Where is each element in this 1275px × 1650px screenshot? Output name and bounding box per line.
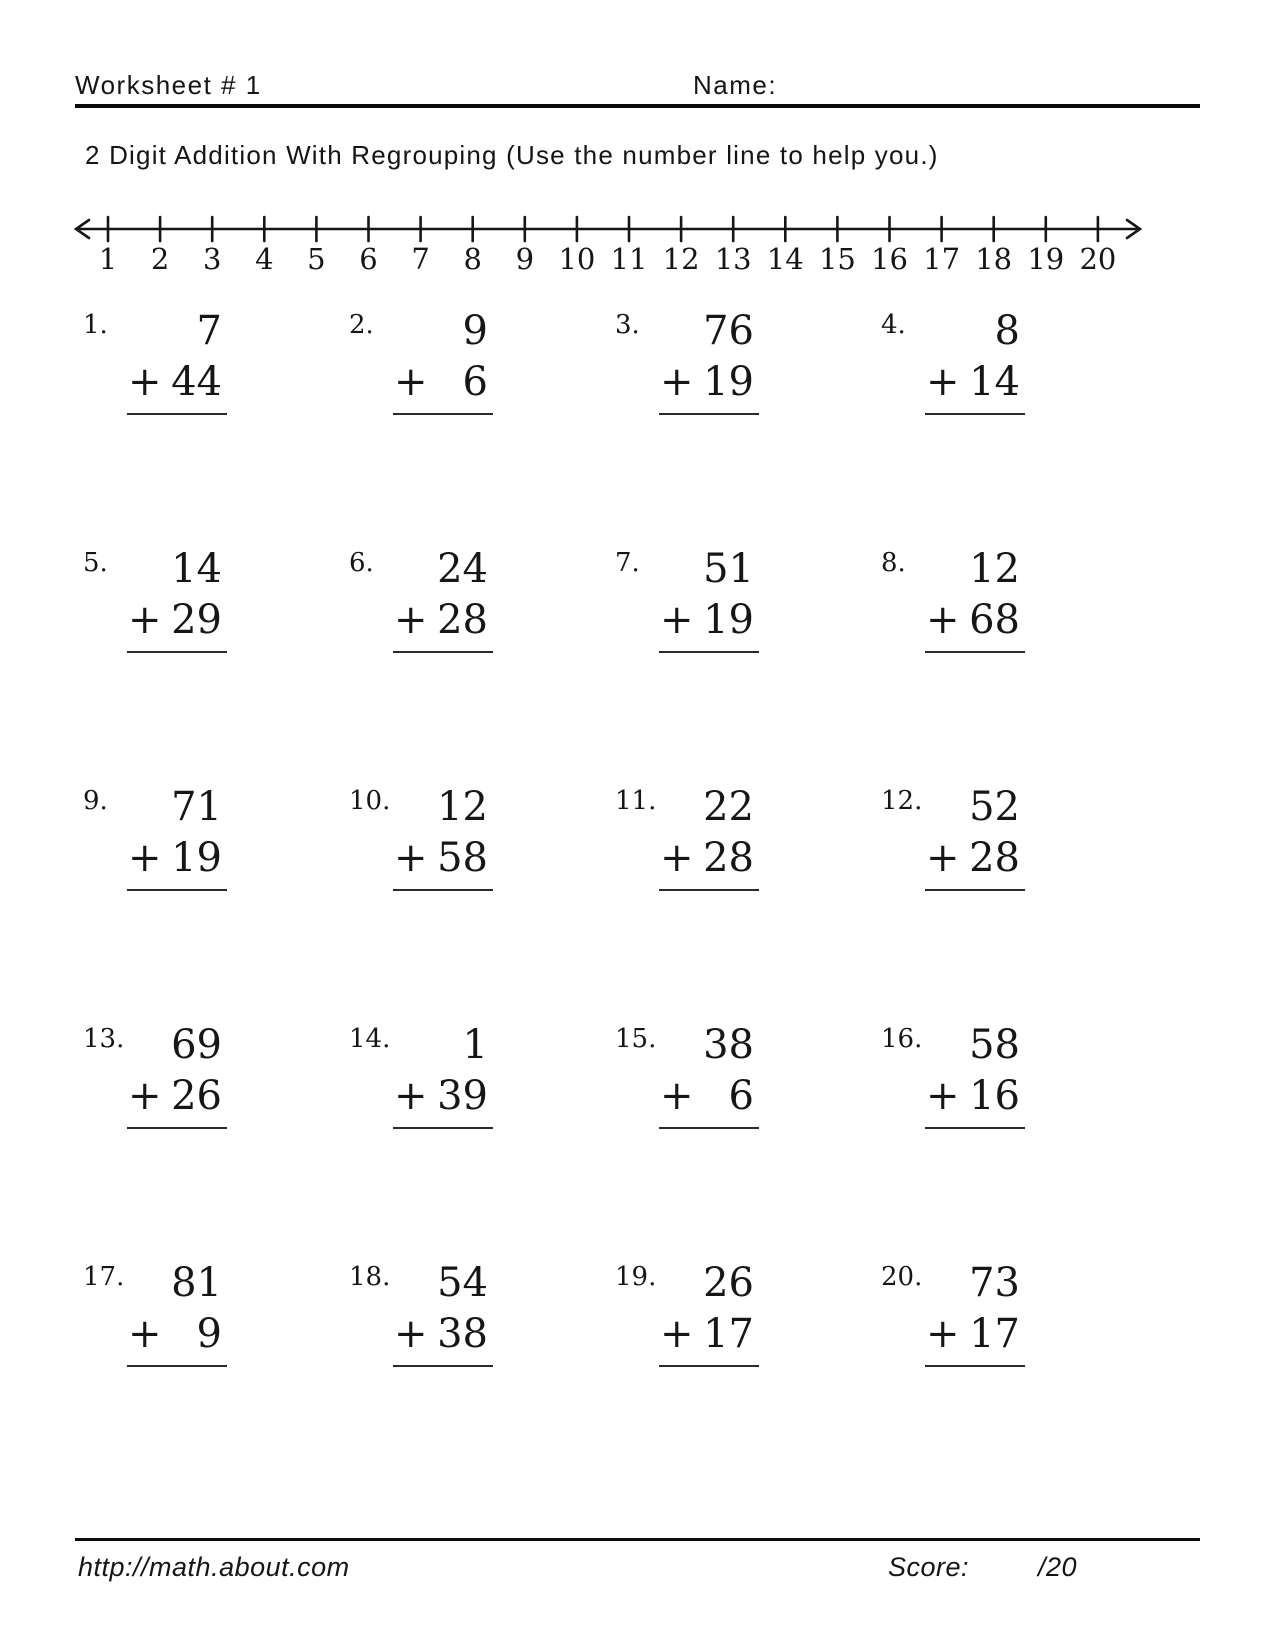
answer-line[interactable] xyxy=(659,1365,759,1393)
addend-top: 51 xyxy=(703,546,754,592)
problem-number: 8. xyxy=(881,548,906,578)
problem xyxy=(341,1250,607,1488)
number-line-tick-label: 5 xyxy=(307,242,326,276)
addend-bottom: 28 xyxy=(969,835,1020,881)
addend-bottom: 6 xyxy=(728,1073,754,1119)
problem-number: 3. xyxy=(615,310,640,340)
addend-bottom: 28 xyxy=(703,835,754,881)
addend-bottom: 29 xyxy=(171,597,222,643)
number-line-tick-label: 11 xyxy=(610,242,648,276)
plus-sign: + xyxy=(660,835,694,881)
addend-bottom: 58 xyxy=(437,835,488,881)
answer-line[interactable] xyxy=(127,413,227,441)
source-url: http://math.about.com xyxy=(78,1552,350,1582)
plus-sign: + xyxy=(660,597,694,643)
addition-stack xyxy=(659,306,759,441)
plus-sign: + xyxy=(926,1311,960,1357)
answer-line[interactable] xyxy=(925,1127,1025,1155)
addend-bottom: 26 xyxy=(171,1073,222,1119)
number-line-tick-label: 19 xyxy=(1027,242,1065,276)
addend-bottom: 39 xyxy=(437,1073,488,1119)
problem-number: 18. xyxy=(349,1262,391,1292)
addend-bottom: 9 xyxy=(196,1311,222,1357)
addend-top: 9 xyxy=(462,308,488,354)
addend-top: 8 xyxy=(994,308,1020,354)
problem xyxy=(75,298,341,536)
problem-number: 5. xyxy=(83,548,108,578)
addend-top: 69 xyxy=(171,1022,222,1068)
number-line-tick-label: 13 xyxy=(714,242,752,276)
addition-stack xyxy=(659,1258,759,1393)
page-title: 2 Digit Addition With Regrouping (Use the number line to help you.) xyxy=(85,140,939,170)
header-rule xyxy=(75,104,1200,108)
addend-top: 52 xyxy=(969,784,1020,830)
addend-top: 22 xyxy=(703,784,754,830)
problem xyxy=(341,1012,607,1250)
problem-number: 7. xyxy=(615,548,640,578)
worksheet-number-label: Worksheet # 1 xyxy=(75,70,262,100)
plus-sign: + xyxy=(128,1311,162,1357)
answer-line[interactable] xyxy=(127,1127,227,1155)
problem xyxy=(75,1012,341,1250)
problem xyxy=(75,536,341,774)
number-line-tick-label: 18 xyxy=(975,242,1013,276)
addend-bottom: 16 xyxy=(969,1073,1020,1119)
problem xyxy=(341,298,607,536)
addition-stack xyxy=(659,782,759,917)
problem-number: 19. xyxy=(615,1262,657,1292)
problem xyxy=(873,1250,1139,1488)
number-line-section xyxy=(73,205,1143,282)
problem xyxy=(873,298,1139,536)
answer-line[interactable] xyxy=(127,1365,227,1393)
addend-top: 54 xyxy=(437,1260,488,1306)
addend-top: 14 xyxy=(171,546,222,592)
answer-line[interactable] xyxy=(925,413,1025,441)
addend-top: 12 xyxy=(437,784,488,830)
number-line-tick-label: 17 xyxy=(923,242,961,276)
addition-stack xyxy=(925,1020,1025,1155)
name-blank-field[interactable] xyxy=(785,70,1200,102)
plus-sign: + xyxy=(394,1073,428,1119)
problem-number: 20. xyxy=(881,1262,923,1292)
answer-line[interactable] xyxy=(659,889,759,917)
problem xyxy=(607,1250,873,1488)
problem-number: 15. xyxy=(615,1024,657,1054)
problem xyxy=(341,536,607,774)
addend-bottom: 19 xyxy=(171,835,222,881)
addition-stack xyxy=(925,1258,1025,1393)
problem xyxy=(607,298,873,536)
number-line-tick-label: 4 xyxy=(255,242,274,276)
number-line-tick-label: 2 xyxy=(150,242,170,276)
problem-number: 17. xyxy=(83,1262,125,1292)
problems-grid xyxy=(75,298,1141,1488)
number-line-tick-label: 15 xyxy=(818,242,856,276)
problem xyxy=(607,1012,873,1250)
answer-line[interactable] xyxy=(127,889,227,917)
plus-sign: + xyxy=(128,1073,162,1119)
number-line-tick-label: 8 xyxy=(463,242,482,276)
answer-line[interactable] xyxy=(925,1365,1025,1393)
number-line-tick-label: 12 xyxy=(662,242,700,276)
problem-number: 9. xyxy=(83,786,108,816)
plus-sign: + xyxy=(926,359,960,405)
footer-rule xyxy=(75,1538,1200,1541)
number-line-tick-label: 9 xyxy=(515,242,535,276)
number-line-tick-label: 6 xyxy=(359,242,378,276)
number-line-tick-label: 1 xyxy=(98,242,118,276)
addend-bottom: 17 xyxy=(969,1311,1020,1357)
addend-top: 73 xyxy=(969,1260,1020,1306)
plus-sign: + xyxy=(394,1311,428,1357)
addend-bottom: 14 xyxy=(969,359,1020,405)
problem xyxy=(873,1012,1139,1250)
addend-bottom: 17 xyxy=(703,1311,754,1357)
answer-line[interactable] xyxy=(659,413,759,441)
addend-top: 1 xyxy=(462,1022,488,1068)
number-line-tick-label: 7 xyxy=(411,242,430,276)
addend-bottom: 68 xyxy=(969,597,1020,643)
plus-sign: + xyxy=(128,597,162,643)
problem-number: 12. xyxy=(881,786,923,816)
number-line-tick-label: 3 xyxy=(202,242,222,276)
number-line-tick-label: 20 xyxy=(1079,242,1117,276)
answer-line[interactable] xyxy=(659,1127,759,1155)
number-line-tick-label: 10 xyxy=(558,242,596,276)
addend-bottom: 44 xyxy=(171,359,222,405)
addend-top: 38 xyxy=(703,1022,754,1068)
addend-bottom: 6 xyxy=(462,359,488,405)
problem xyxy=(341,774,607,1012)
addition-stack xyxy=(393,1020,493,1155)
plus-sign: + xyxy=(660,1311,694,1357)
plus-sign: + xyxy=(394,597,428,643)
addition-stack xyxy=(659,544,759,679)
footer xyxy=(75,1552,1200,1586)
addend-top: 24 xyxy=(437,546,488,592)
addition-stack xyxy=(393,544,493,679)
plus-sign: + xyxy=(128,835,162,881)
answer-line[interactable] xyxy=(393,1365,493,1393)
answer-line[interactable] xyxy=(393,651,493,679)
answer-line[interactable] xyxy=(925,651,1025,679)
problem xyxy=(873,774,1139,1012)
plus-sign: + xyxy=(394,359,428,405)
addend-bottom: 19 xyxy=(703,359,754,405)
addend-top: 7 xyxy=(196,308,222,354)
score-denominator: /20 xyxy=(1038,1552,1078,1582)
problem-number: 16. xyxy=(881,1024,923,1054)
addend-bottom: 38 xyxy=(437,1311,488,1357)
plus-sign: + xyxy=(128,359,162,405)
addition-stack xyxy=(925,782,1025,917)
problem-number: 11. xyxy=(615,786,657,816)
problem-number: 14. xyxy=(349,1024,391,1054)
addend-top: 58 xyxy=(969,1022,1020,1068)
addend-bottom: 19 xyxy=(703,597,754,643)
problem-number: 10. xyxy=(349,786,391,816)
answer-line[interactable] xyxy=(925,889,1025,917)
plus-sign: + xyxy=(660,1073,694,1119)
plus-sign: + xyxy=(926,597,960,643)
addition-stack xyxy=(127,306,227,441)
addition-stack xyxy=(393,782,493,917)
score-label: Score: xyxy=(888,1552,970,1582)
problem-number: 2. xyxy=(349,310,374,340)
problem xyxy=(873,536,1139,774)
addend-top: 12 xyxy=(969,546,1020,592)
number-line-tick-label: 14 xyxy=(766,242,804,276)
problem-number: 4. xyxy=(881,310,906,340)
number-line-tick-label: 16 xyxy=(871,242,908,276)
answer-line[interactable] xyxy=(659,651,759,679)
addition-stack xyxy=(659,1020,759,1155)
number-line xyxy=(73,205,1143,277)
problem xyxy=(607,536,873,774)
plus-sign: + xyxy=(926,1073,960,1119)
plus-sign: + xyxy=(660,359,694,405)
addition-stack xyxy=(127,544,227,679)
addition-stack xyxy=(925,306,1025,441)
answer-line[interactable] xyxy=(393,889,493,917)
answer-line[interactable] xyxy=(127,651,227,679)
addition-stack xyxy=(393,1258,493,1393)
answer-line[interactable] xyxy=(393,1127,493,1155)
problem-number: 6. xyxy=(349,548,374,578)
addend-top: 76 xyxy=(703,308,754,354)
addend-bottom: 28 xyxy=(437,597,488,643)
problem xyxy=(607,774,873,1012)
addend-top: 81 xyxy=(171,1260,222,1306)
addition-stack xyxy=(393,306,493,441)
problem xyxy=(75,1250,341,1488)
name-label: Name: xyxy=(693,70,778,100)
addition-stack xyxy=(127,782,227,917)
plus-sign: + xyxy=(926,835,960,881)
addition-stack xyxy=(127,1258,227,1393)
addition-stack xyxy=(925,544,1025,679)
addend-top: 26 xyxy=(703,1260,754,1306)
addend-top: 71 xyxy=(171,784,222,830)
addition-stack xyxy=(127,1020,227,1155)
answer-line[interactable] xyxy=(393,413,493,441)
plus-sign: + xyxy=(394,835,428,881)
problem-number: 1. xyxy=(83,310,108,340)
problem-number: 13. xyxy=(83,1024,125,1054)
problem xyxy=(75,774,341,1012)
